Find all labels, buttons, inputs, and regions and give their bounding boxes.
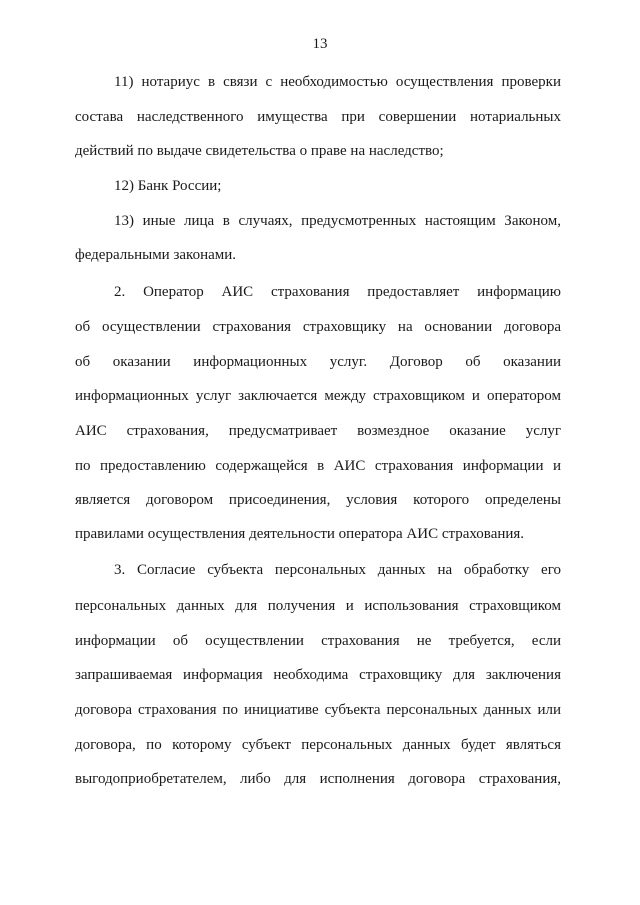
text-line: договора, по которому субъект персональных данных будет являться [75, 737, 561, 753]
text-line: 3. Согласие субъекта персональных данных на обработку его [114, 562, 561, 578]
text-line: 12) Банк России; [114, 178, 222, 194]
text-line: информации об осуществлении страхования не требуется, если [75, 633, 561, 649]
text-line: состава наследственного имущества при совершении нотариальных [75, 109, 561, 125]
text-line: 11) нотариус в связи с необходимостью осуществления проверки [114, 74, 561, 90]
text-line: запрашиваемая информация необходима страховщику для заключения [75, 667, 561, 683]
text-line: договора страхования по инициативе субъекта персональных данных или [75, 702, 561, 718]
text-line: является договором присоединения, условия которого определены [75, 492, 561, 508]
text-line: федеральными законами. [75, 247, 237, 263]
text-line: АИС страхования, предусматривает возмездное оказание услуг [75, 423, 561, 439]
text-line: 13) иные лица в случаях, предусмотренных настоящим Законом, [114, 213, 561, 229]
text-line: действий по выдаче свидетельства о праве на наследство; [75, 143, 444, 159]
text-line: об оказании информационных услуг. Договор об оказании [75, 354, 561, 370]
text-line: персональных данных для получения и использования страховщиком [75, 598, 561, 614]
text-line: правилами осуществления деятельности оператора АИС страхования. [75, 526, 525, 542]
text-line: об осуществлении страхования страховщику на основании договора [75, 319, 561, 335]
text-line: выгодоприобретателем, либо для исполнения договора страхования, [75, 771, 561, 787]
page-number: 13 [312, 36, 328, 52]
text-line: 2. Оператор АИС страхования предоставляет информацию [114, 284, 561, 300]
text-line: информационных услуг заключается между страховщиком и оператором [75, 388, 561, 404]
text-line: по предоставлению содержащейся в АИС страхования информации и [75, 458, 561, 474]
